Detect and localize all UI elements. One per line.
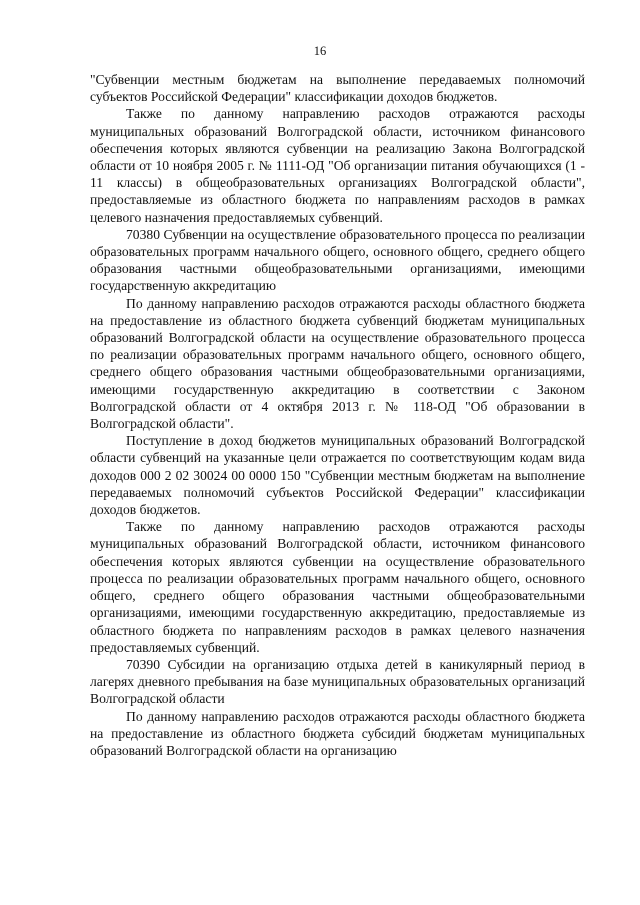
page-number: 16 [313,44,327,58]
paragraph: Также по данному направлению расходов отражаются расходы муниципальных образований Волгоградской области, источником финансового обеспечения которых являются субвенции на осуществление образовательного процесса по реализации образовательных программ начального общего, основного общего, среднего общего образования частными общеобразовательными организациями, имеющими государственную аккредитацию, предоставляемые из областного бюджета по направлениям расходов в рамках целевого назначения предоставляемых субвенций. [90,519,585,655]
paragraph: По данному направлению расходов отражаются расходы областного бюджета на предоставление из областного бюджета субвенций бюджетам муниципальных образований Волгоградской области на осуществление образовательного процесса по реализации образовательных программ начального общего, основного общего, среднего общего образования частными общеобразовательными организациями, имеющими государственную аккредитацию в соответствии с Законом Волгоградской области от 4 октября 2013 г. № 118-ОД "Об образовании в Волгоградской области". [90,295,585,432]
paragraph: 70380 Субвенции на осуществление образовательного процесса по реализации образовательных программ начального общего, основного общего, среднего общего образования частными общеобразовательными организациями, имеющими государственную аккредитацию [90,226,585,294]
paragraph: Также по данному направлению расходов отражаются расходы муниципальных образований Волгоградской области, источником финансового обеспечения которых являются субвенции на реализацию Закона Волгоградской области от 10 ноября 2005 г. № 1111-ОД "Об организации питания обучающихся (1 - 11 классы) в общеобразовательных организациях Волгоградской области", предоставляемые из областного бюджета по направлениям расходов в рамках целевого назначения предоставляемых субвенций. [90,106,585,225]
paragraph: Поступление в доход бюджетов муниципальных образований Волгоградской области субвенций на указанные цели отражается по соответствующим кодам вида доходов 000 2 02 30024 00 0000 150 "Субвенции местным бюджетам на выполнение передаваемых полномочий субъектов Российской Федерации" классификации доходов бюджетов. [90,433,585,518]
paragraph: 70390 Субсидии на организацию отдыха детей в каникулярный период в лагерях дневного пребывания на базе муниципальных образовательных организаций Волгоградской области [90,656,585,707]
document-body [90,71,585,759]
paragraph: По данному направлению расходов отражаются расходы областного бюджета на предоставление из областного бюджета субсидий бюджетам муниципальных образований Волгоградской области на организацию [90,708,585,758]
paragraph: "Субвенции местным бюджетам на выполнение передаваемых полномочий субъектов Российской Федерации" классификации доходов бюджетов. [90,72,585,105]
